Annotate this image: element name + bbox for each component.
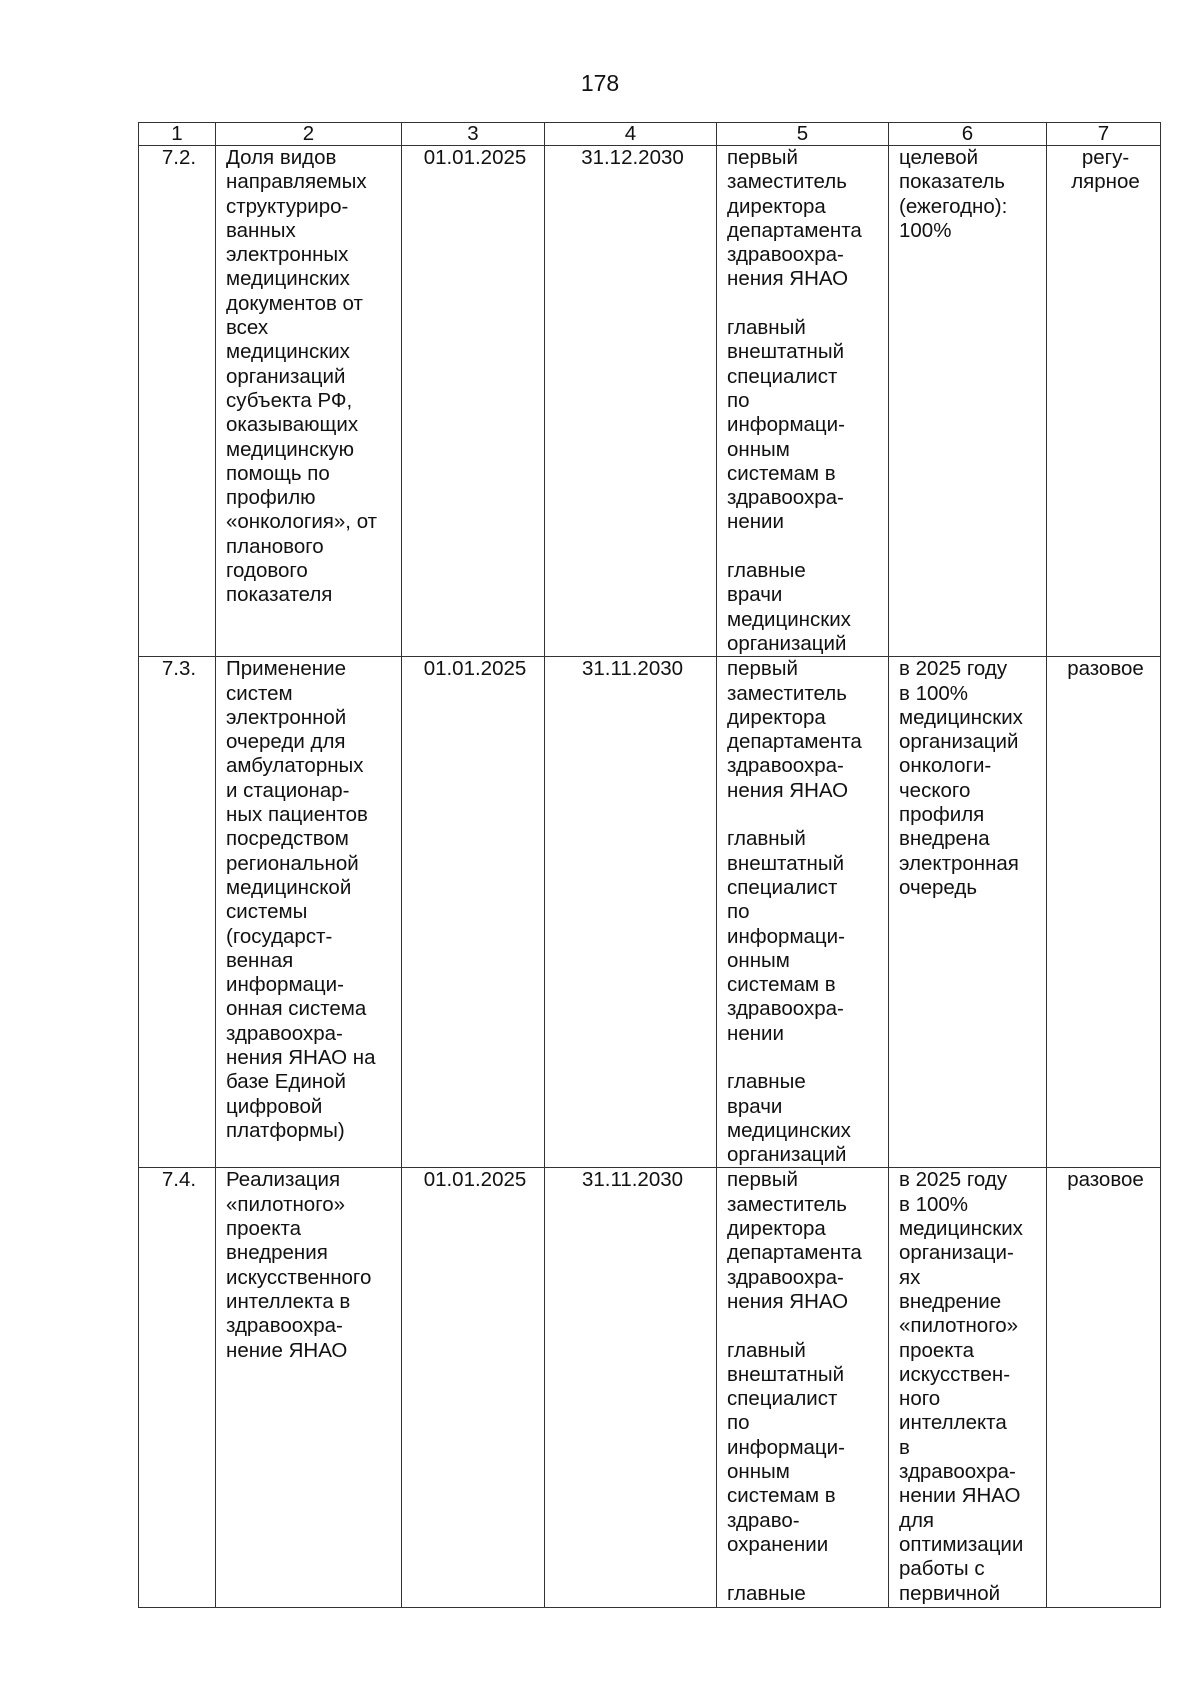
column-header: 1 <box>139 123 216 146</box>
start-date: 01.01.2025 <box>402 657 545 1168</box>
column-header: 3 <box>402 123 545 146</box>
start-date: 01.01.2025 <box>402 1168 545 1608</box>
responsible-persons: первый заместитель директора департамента здравоохра- нения ЯНАО главный внештатный специалист по информаци- онным системам в здравоохра- нении главные врачи медицинских организаций <box>717 146 889 657</box>
item-number: 7.3. <box>139 657 216 1168</box>
measure-type: разовое <box>1047 1168 1161 1608</box>
measure-type: разовое <box>1047 657 1161 1168</box>
responsible-persons: первый заместитель директора департамента здравоохра- нения ЯНАО главный внештатный специалист по информаци- онным системам в здраво- охранении главные <box>717 1168 889 1608</box>
table-row <box>139 146 1161 657</box>
expected-result: целевой показатель (ежегодно): 100% <box>889 146 1047 657</box>
end-date: 31.12.2030 <box>545 146 717 657</box>
measures-table <box>138 122 1161 1608</box>
table-row <box>139 657 1161 1168</box>
end-date: 31.11.2030 <box>545 1168 717 1608</box>
table-row <box>139 1168 1161 1608</box>
page-number: 178 <box>580 70 620 96</box>
measure-type: регу- лярное <box>1047 146 1161 657</box>
header-row <box>139 123 1161 146</box>
item-number: 7.2. <box>139 146 216 657</box>
responsible-persons: первый заместитель директора департамента здравоохра- нения ЯНАО главный внештатный специалист по информаци- онным системам в здравоохра- нении главные врачи медицинских организаций <box>717 657 889 1168</box>
column-header: 5 <box>717 123 889 146</box>
expected-result: в 2025 году в 100% медицинских организаций онкологи- ческого профиля внедрена электронная очередь <box>889 657 1047 1168</box>
column-header: 6 <box>889 123 1047 146</box>
start-date: 01.01.2025 <box>402 146 545 657</box>
column-header: 2 <box>216 123 402 146</box>
column-header: 4 <box>545 123 717 146</box>
expected-result: в 2025 году в 100% медицинских организаци- ях внедрение «пилотного» проекта искусствен- ного интеллекта в здравоохра- нении ЯНАО для оптимизации работы с первичной <box>889 1168 1047 1608</box>
measure-name: Доля видов направляемых структуриро- ванных электронных медицинских документов от всех медицинских организаций субъекта РФ, оказывающих медицинскую помощь по профилю «онкология», от планового годового показателя <box>216 146 402 657</box>
item-number: 7.4. <box>139 1168 216 1608</box>
end-date: 31.11.2030 <box>545 657 717 1168</box>
measure-name: Применение систем электронной очереди для амбулаторных и стационар- ных пациентов посредством региональной медицинской системы (государст- венная информаци- онная система здравоохра- нения ЯНАО на базе Единой цифровой платформы) <box>216 657 402 1168</box>
measure-name: Реализация «пилотного» проекта внедрения искусственного интеллекта в здравоохра- нение ЯНАО <box>216 1168 402 1608</box>
column-header: 7 <box>1047 123 1161 146</box>
